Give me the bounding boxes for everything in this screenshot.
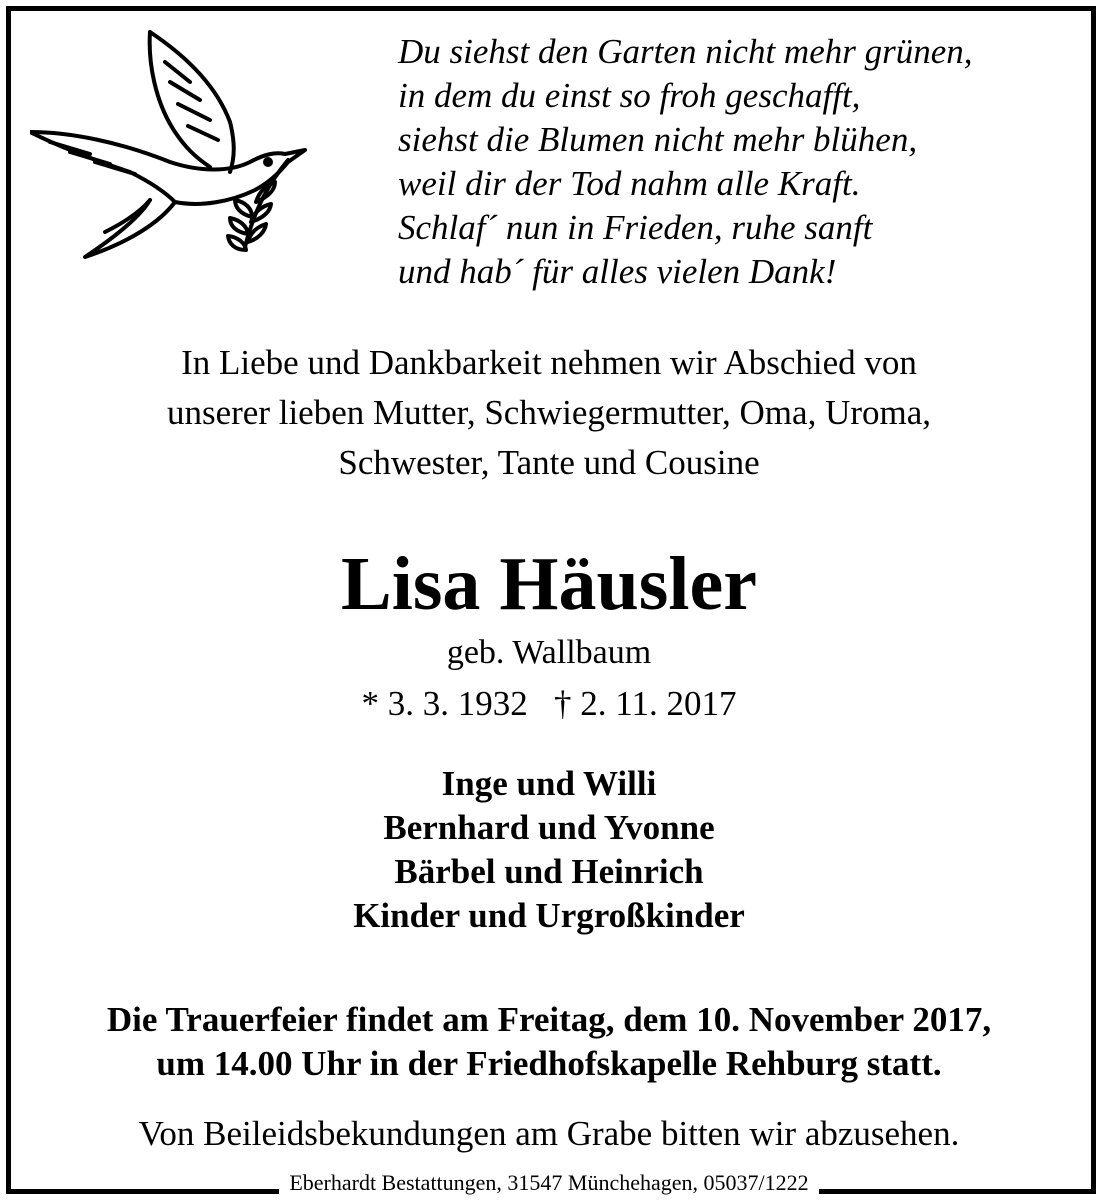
poem-line: Du siehst den Garten nicht mehr grünen, — [398, 32, 973, 71]
ceremony-line: um 14.00 Uhr in der Friedhofskapelle Rehburg statt. — [156, 1044, 942, 1083]
poem-line: und hab´ für alles vielen Dank! — [398, 252, 837, 291]
dove-with-olive-branch-icon — [30, 22, 310, 272]
birth-name: geb. Wallbaum — [446, 634, 652, 671]
mourner-line: Bärbel und Heinrich — [394, 852, 704, 891]
intro-line: In Liebe und Dankbarkeit nehmen wir Abschied von — [181, 343, 917, 382]
mourners-list — [0, 762, 1098, 938]
deceased-name: Lisa Häusler — [341, 542, 757, 626]
poem-line: weil dir der Tod nahm alle Kraft. — [398, 164, 861, 203]
life-dates: * 3. 3. 1932 † 2. 11. 2017 — [361, 684, 737, 723]
mourner-line: Inge und Willi — [441, 764, 657, 803]
poem-line: siehst die Blumen nicht mehr blühen, — [398, 120, 918, 159]
mourner-line: Kinder und Urgroßkinder — [353, 896, 745, 935]
ceremony-line: Die Trauerfeier findet am Freitag, dem 10. November 2017, — [106, 1000, 992, 1039]
poem-line: in dem du einst so froh geschafft, — [398, 76, 861, 115]
mourner-line: Bernhard und Yvonne — [383, 808, 715, 847]
funeral-home-text: Eberhardt Bestattungen, 31547 Münchehagen, 05037/1222 — [279, 1170, 818, 1195]
funeral-home-footer — [0, 1168, 1098, 1198]
poem-line: Schlaf´ nun in Frieden, ruhe sanft — [398, 208, 873, 247]
memorial-poem — [398, 30, 1068, 294]
intro-line: Schwester, Tante und Cousine — [338, 443, 760, 482]
farewell-intro — [0, 338, 1098, 488]
intro-line: unserer lieben Mutter, Schwiegermutter, Oma, Uroma, — [166, 393, 932, 432]
condolence-request: Von Beileidsbekundungen am Grabe bitten wir abzusehen. — [138, 1114, 960, 1153]
funeral-service-info — [0, 998, 1098, 1086]
